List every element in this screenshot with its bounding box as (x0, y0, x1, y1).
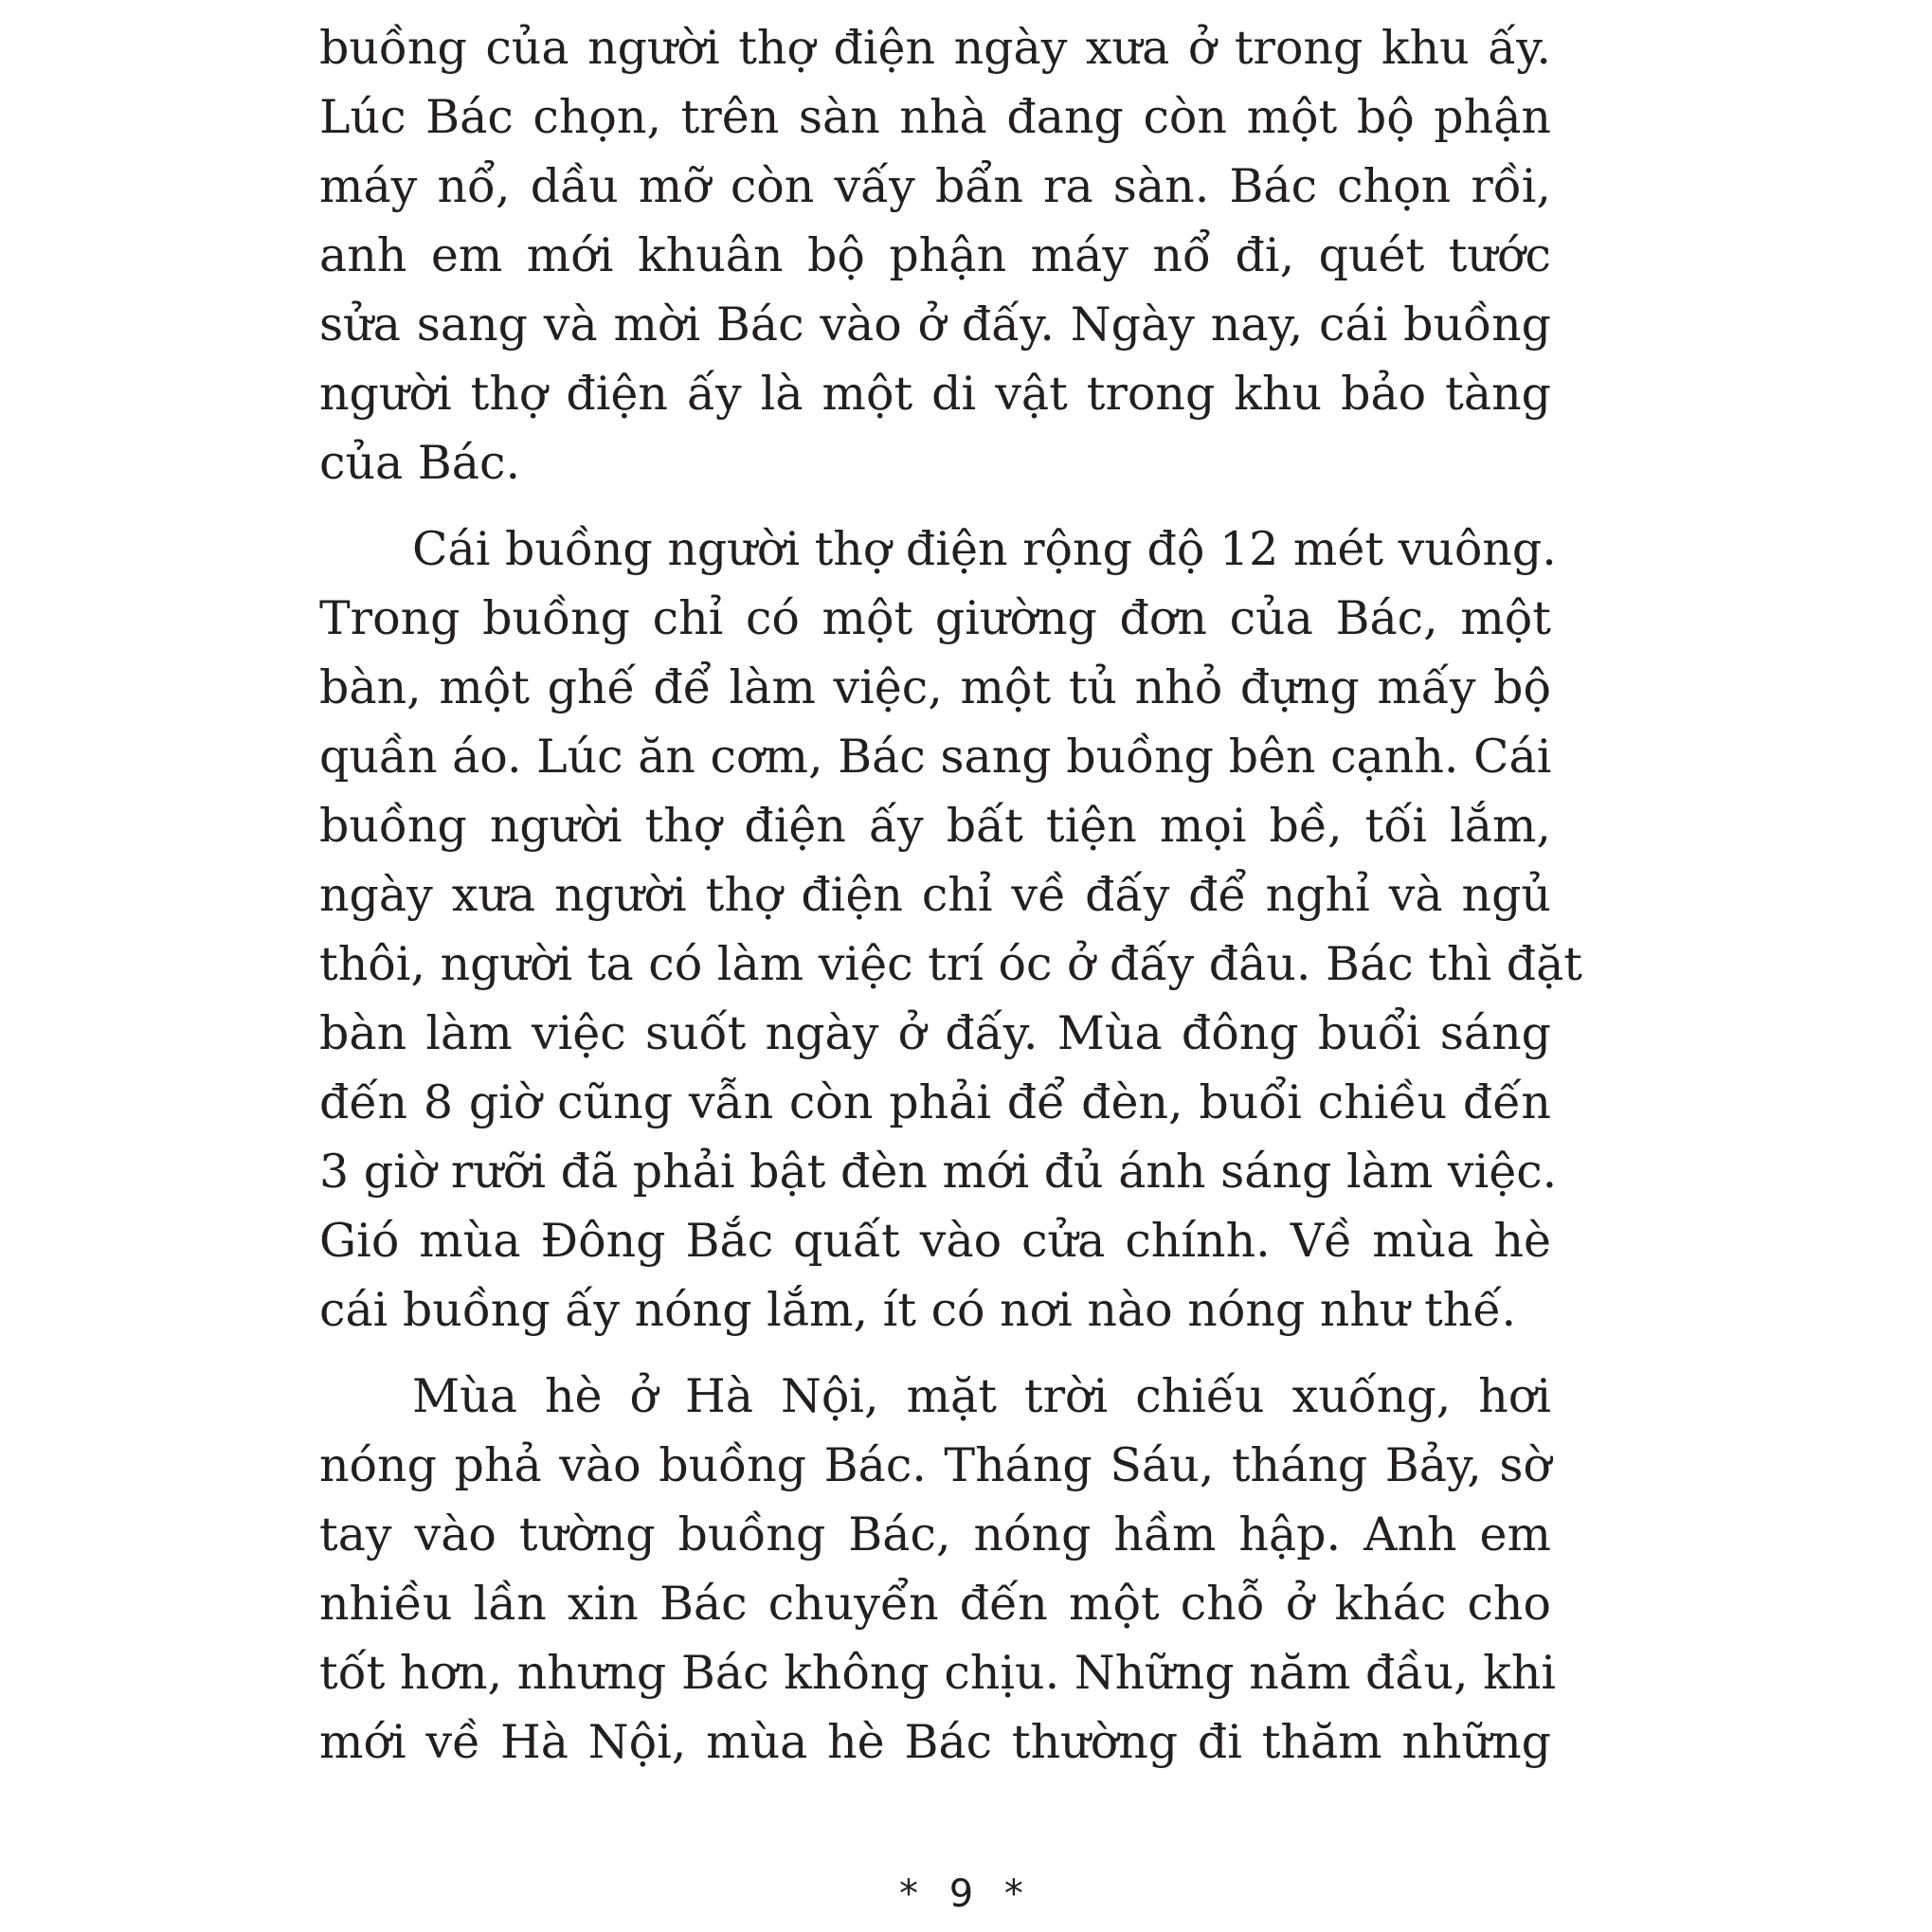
text-line: tay vào tường buồng Bác, nóng hầm hập. Anh em (319, 1508, 1551, 1562)
text-line: Lúc Bác chọn, trên sàn nhà đang còn một bộ phận (319, 90, 1551, 144)
page-number: * 9 * (899, 1872, 1033, 1916)
text-line: của Bác. (319, 436, 521, 490)
text-line: buồng người thợ điện ấy bất tiện mọi bề, tối lắm, (319, 799, 1551, 853)
text-line: nóng phả vào buồng Bác. Tháng Sáu, tháng Bảy, sờ (319, 1438, 1551, 1492)
text-line: cái buồng ấy nóng lắm, ít có nơi nào nóng như thế. (319, 1283, 1517, 1337)
text-line: người thợ điện ấy là một di vật trong khu bảo tàng (319, 367, 1551, 421)
text-line: anh em mới khuân bộ phận máy nổ đi, quét tước (319, 228, 1551, 282)
text-line: tốt hơn, nhưng Bác không chịu. Những năm đầu, khi (319, 1646, 1557, 1700)
text-line: mới về Hà Nội, mùa hè Bác thường đi thăm những (319, 1715, 1551, 1769)
text-line: đến 8 giờ cũng vẫn còn phải để đèn, buổi chiều đến (319, 1075, 1551, 1129)
paragraph-1 (319, 13, 1551, 497)
text-line: bàn, một ghế để làm việc, một tủ nhỏ đựng mấy bộ (319, 660, 1551, 714)
text-line: Cái buồng người thợ điện rộng độ 12 mét vuông. (412, 522, 1557, 576)
text-line: quần áo. Lúc ăn cơm, Bác sang buồng bên cạnh. Cái (319, 730, 1552, 784)
text-line: bàn làm việc suốt ngày ở đấy. Mùa đông buổi sáng (319, 1006, 1551, 1060)
paragraph-2 (319, 515, 1583, 1345)
text-line: 3 giờ rưỡi đã phải bật đèn mới đủ ánh sáng làm việc. (319, 1145, 1558, 1199)
text-line: nhiều lần xin Bác chuyển đến một chỗ ở khác cho (319, 1577, 1551, 1631)
paragraph-3 (319, 1362, 1557, 1777)
text-line: Mùa hè ở Hà Nội, mặt trời chiếu xuống, hơi (412, 1369, 1551, 1423)
body-text (319, 13, 1583, 1794)
text-line: buồng của người thợ điện ngày xưa ở trong khu ấy. (319, 21, 1551, 75)
text-line: sửa sang và mời Bác vào ở đấy. Ngày nay, cái buồng (319, 298, 1551, 352)
text-line: thôi, người ta có làm việc trí óc ở đấy đâu. Bác thì đặt (319, 937, 1583, 991)
text-line: máy nổ, dầu mỡ còn vấy bẩn ra sàn. Bác chọn rồi, (319, 159, 1551, 213)
text-line: ngày xưa người thợ điện chỉ về đấy để nghỉ và ngủ (319, 868, 1551, 922)
text-line: Trong buồng chỉ có một giường đơn của Bác, một (319, 591, 1551, 645)
text-line: Gió mùa Đông Bắc quất vào cửa chính. Về mùa hè (319, 1214, 1551, 1268)
